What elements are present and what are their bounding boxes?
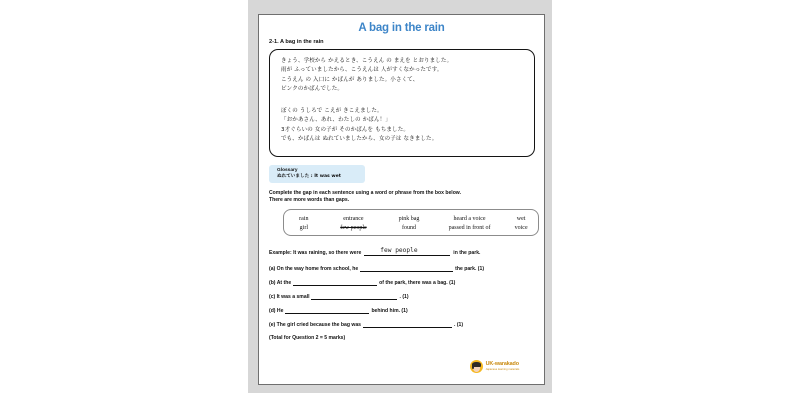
- word-bank-item: entrance: [343, 216, 364, 222]
- section-heading: 2-1. A bag in the rain: [269, 39, 324, 45]
- japanese-passage-box: [269, 49, 535, 157]
- question-e-prefix: (e) The girl cried because the bag was: [269, 322, 361, 328]
- question-a-suffix: the park. (1): [455, 266, 485, 272]
- word-bank-row-2: [284, 225, 538, 231]
- word-bank-item: voice: [514, 225, 528, 231]
- word-bank-item: wet: [516, 216, 526, 222]
- word-bank-item-struck: few people: [340, 225, 367, 231]
- question-d: [269, 307, 535, 314]
- question-b-prefix: (b) At the: [269, 280, 292, 286]
- question-b-suffix: of the park, there was a bag. (1): [379, 280, 456, 286]
- word-bank-box: [283, 209, 539, 236]
- example-suffix: in the park.: [453, 250, 481, 256]
- question-c: [269, 293, 535, 300]
- example-answer-blank: [364, 248, 450, 256]
- glossary-entry: ぬれていました : It was wet: [277, 174, 341, 180]
- word-bank-item: passed in front of: [448, 225, 491, 231]
- question-c-suffix: . (1): [399, 294, 409, 300]
- avatar-icon: [470, 360, 483, 373]
- question-b-blank[interactable]: [293, 279, 377, 286]
- word-bank-item: heard a voice: [453, 216, 486, 222]
- glossary-title: Glossary: [277, 168, 298, 173]
- question-a-blank[interactable]: [360, 265, 453, 272]
- glossary-box: [269, 165, 365, 183]
- question-e: [269, 321, 535, 328]
- question-c-blank[interactable]: [311, 293, 397, 300]
- word-bank-item: found: [402, 225, 417, 231]
- logo-tagline: Japanese learning materials: [485, 367, 520, 371]
- example-answer-text: few people: [380, 247, 418, 255]
- question-d-suffix: behind him. (1): [371, 308, 408, 314]
- avatar-hair-shape: [472, 362, 481, 366]
- word-bank-row-1: [284, 216, 538, 222]
- example-prefix: Example: It was raining, so there were: [269, 250, 362, 256]
- question-d-prefix: (d) He: [269, 308, 284, 314]
- question-d-blank[interactable]: [285, 307, 369, 314]
- word-bank-item: girl: [299, 225, 309, 231]
- word-bank-item: pink bag: [398, 216, 420, 222]
- total-marks-line: (Total for Question 2 = 5 marks): [269, 335, 346, 341]
- example-sentence: [269, 248, 531, 256]
- logo-name: UK-warakado: [485, 360, 519, 367]
- question-e-blank[interactable]: [363, 321, 452, 328]
- passage-paragraph-1: きょう、学校から かえるとき、こうえん の まえを とおりました。 雨が ふっていましたから、こうえんは 人がすくなかったです。 こうえん の 入口に かばんが ありました。小さくて、 ピンクのかばんでした。: [281, 58, 453, 93]
- question-a-prefix: (a) On the way home from school, he: [269, 266, 359, 272]
- footer-logo: [470, 360, 519, 373]
- logo-text-block: [486, 362, 520, 371]
- question-c-prefix: (c) It was a small: [269, 294, 310, 300]
- question-e-suffix: . (1): [454, 322, 464, 328]
- word-bank-item: rain: [299, 216, 309, 222]
- question-a: [269, 265, 535, 272]
- task-instructions: Complete the gap in each sentence using a word or phrase from the box below. There are more words than gaps.: [269, 190, 461, 204]
- question-b: [269, 279, 535, 286]
- worksheet-page: [258, 14, 545, 385]
- page-title: A bag in the rain: [358, 22, 445, 34]
- passage-paragraph-2: ぼくの うしろで こえが きこえました。 「おかあさん、あれ、わたしの かばん！」 3才ぐらいの 女の子が そのかばんを もちました。 でも、かばんは ぬれていましたから、女の子は なきました。: [281, 108, 438, 143]
